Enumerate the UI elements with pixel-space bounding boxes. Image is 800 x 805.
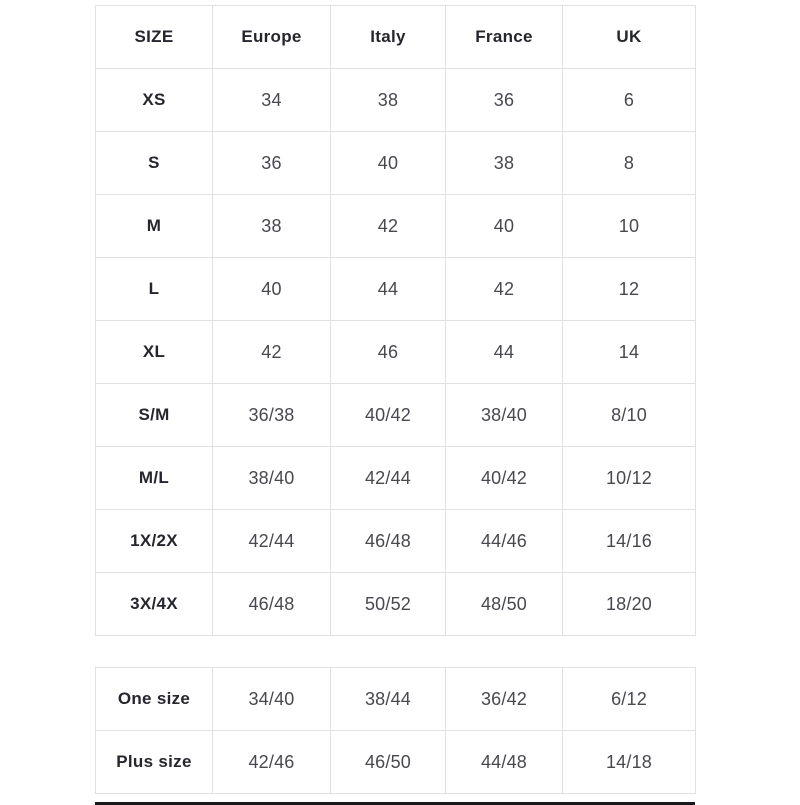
- size-cell: 14/18: [563, 731, 696, 794]
- size-row-l: [96, 258, 696, 321]
- size-row-plus-size: [96, 731, 696, 794]
- size-cell: 44/46: [446, 510, 563, 573]
- row-label: L: [96, 258, 213, 321]
- size-cell: 6: [563, 69, 696, 132]
- size-cell: 34: [213, 69, 331, 132]
- column-header-italy: Italy: [331, 6, 446, 69]
- size-cell: 50/52: [331, 573, 446, 636]
- size-cell: 34/40: [213, 668, 331, 731]
- size-cell: 44: [446, 321, 563, 384]
- size-cell: 12: [563, 258, 696, 321]
- size-row-xs: [96, 69, 696, 132]
- size-cell: 8: [563, 132, 696, 195]
- row-label: Plus size: [96, 731, 213, 794]
- size-cell: 44/48: [446, 731, 563, 794]
- size-cell: 6/12: [563, 668, 696, 731]
- column-header-size: SIZE: [96, 6, 213, 69]
- size-cell: 14: [563, 321, 696, 384]
- size-cell: 42: [213, 321, 331, 384]
- column-header-uk: UK: [563, 6, 696, 69]
- size-cell: 18/20: [563, 573, 696, 636]
- size-cell: 46/48: [213, 573, 331, 636]
- size-cell: 36/42: [446, 668, 563, 731]
- size-cell: 40/42: [331, 384, 446, 447]
- size-row-s: [96, 132, 696, 195]
- size-cell: 46: [331, 321, 446, 384]
- row-label: One size: [96, 668, 213, 731]
- size-cell: 42/46: [213, 731, 331, 794]
- size-row-xl: [96, 321, 696, 384]
- size-cell: 48/50: [446, 573, 563, 636]
- size-cell: 36: [213, 132, 331, 195]
- size-cell: 42: [446, 258, 563, 321]
- size-cell: 38: [213, 195, 331, 258]
- size-row-m-l: [96, 447, 696, 510]
- size-cell: 8/10: [563, 384, 696, 447]
- size-cell: 38: [446, 132, 563, 195]
- size-cell: 40: [446, 195, 563, 258]
- size-cell: 42: [331, 195, 446, 258]
- row-label: 3X/4X: [96, 573, 213, 636]
- size-cell: 46/50: [331, 731, 446, 794]
- special-sizes-table: [95, 667, 696, 794]
- size-conversion-table: [95, 5, 696, 636]
- row-label: XL: [96, 321, 213, 384]
- size-cell: 38/40: [446, 384, 563, 447]
- size-cell: 38/40: [213, 447, 331, 510]
- size-cell: 10: [563, 195, 696, 258]
- row-label: XS: [96, 69, 213, 132]
- size-row-s-m: [96, 384, 696, 447]
- row-label: 1X/2X: [96, 510, 213, 573]
- size-row-m: [96, 195, 696, 258]
- size-cell: 38/44: [331, 668, 446, 731]
- size-cell: 14/16: [563, 510, 696, 573]
- size-row-one-size: [96, 668, 696, 731]
- size-cell: 36: [446, 69, 563, 132]
- size-cell: 40: [331, 132, 446, 195]
- size-cell: 10/12: [563, 447, 696, 510]
- row-label: S/M: [96, 384, 213, 447]
- header-row: [96, 6, 696, 69]
- size-cell: 38: [331, 69, 446, 132]
- column-header-france: France: [446, 6, 563, 69]
- row-label: M: [96, 195, 213, 258]
- size-cell: 44: [331, 258, 446, 321]
- size-cell: 42/44: [213, 510, 331, 573]
- size-row-3x-4x: [96, 573, 696, 636]
- row-label: M/L: [96, 447, 213, 510]
- size-cell: 42/44: [331, 447, 446, 510]
- column-header-europe: Europe: [213, 6, 331, 69]
- size-cell: 40: [213, 258, 331, 321]
- size-row-1x-2x: [96, 510, 696, 573]
- size-cell: 46/48: [331, 510, 446, 573]
- row-label: S: [96, 132, 213, 195]
- size-cell: 36/38: [213, 384, 331, 447]
- size-cell: 40/42: [446, 447, 563, 510]
